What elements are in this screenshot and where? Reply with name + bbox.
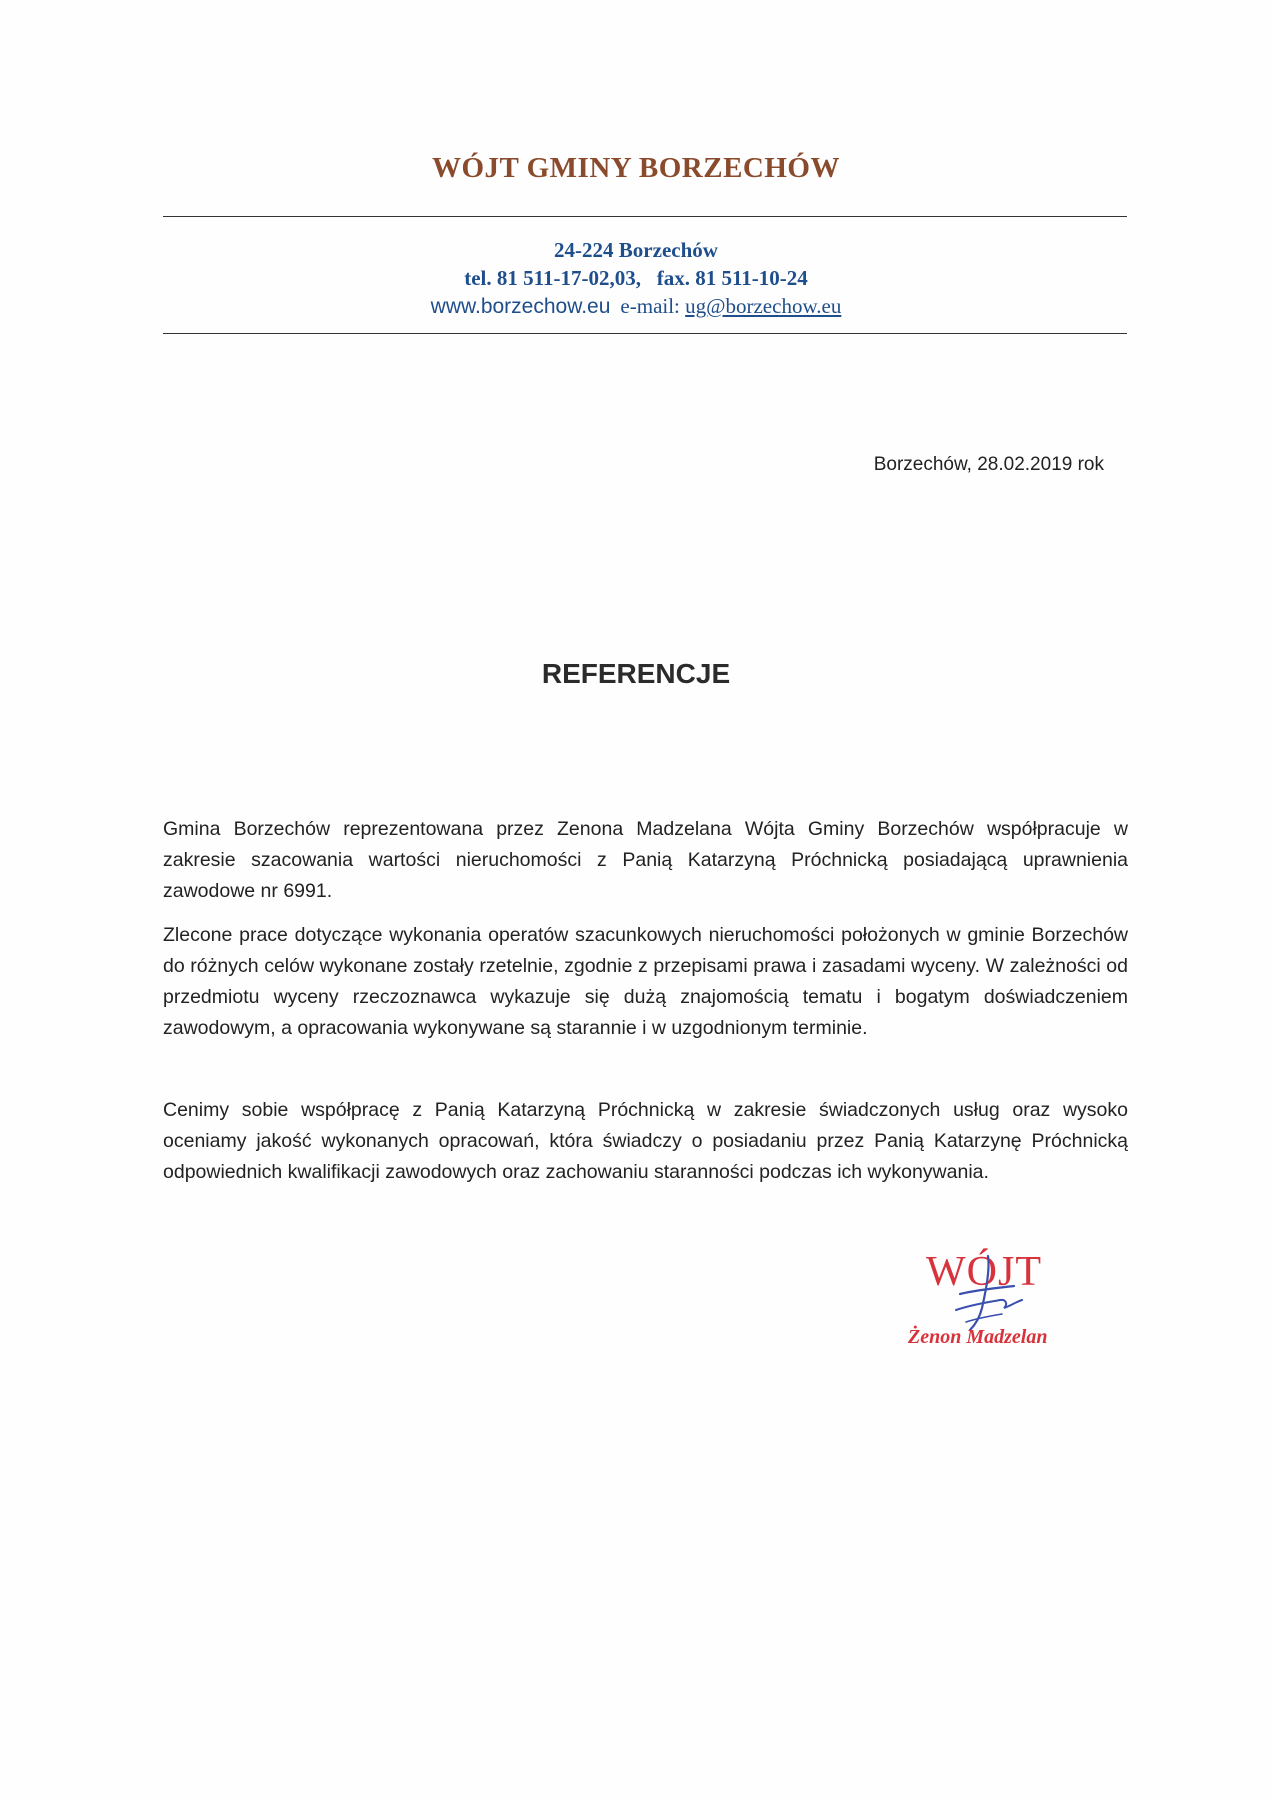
letterhead-address: 24-224 Borzechów [554,238,718,262]
email-label: e-mail: [620,294,686,318]
body-paragraph-1: Gmina Borzechów reprezentowana przez Zenona Madzelana Wójta Gminy Borzechów współpracuje w zakresie szacowania wartości nieruchomości z Panią Katarzyną Próchnicką posiadającą uprawnienia zawodowe nr 6991. [163,818,1128,902]
letterhead-top-rule [163,216,1127,217]
letterhead-phone-fax: tel. 81 511-17-02,03, fax. 81 511-10-24 [464,266,808,290]
signature-stamp [900,1248,1100,1368]
letterhead-web-line [0,294,1272,319]
stamp-name: Żenon Madzelan [908,1326,1048,1348]
stamp-title: WÓJT [926,1249,1042,1295]
letterhead-title: WÓJT GMINY BORZECHÓW [432,152,840,184]
body-paragraph-2: Zlecone prace dotyczące wykonania operatów szacunkowych nieruchomości położonych w gminie Borzechów do różnych celów wykonane zostały rzetelnie, zgodnie z przepisami prawa i zasadami wyceny. W zależności od przedmiotu wyceny rzeczoznawca wykazuje się dużą znajomością tematu i bogatym doświadczeniem zawodowym, a opracowania wykonywane są starannie i w uzgodnionym terminie. [163,924,1128,1039]
body-paragraph-3: Cenimy sobie współpracę z Panią Katarzyną Próchnicką w zakresie świadczonych usług oraz wysoko oceniamy jakość wykonanych opracowań, która świadczy o posiadaniu przez Panią Katarzynę Próchnicką odpowiednich kwalifikacji zawodowych oraz zachowaniu staranności podczas ich wykonywania. [163,1099,1128,1183]
document-title: REFERENCJE [541,658,731,689]
letterhead-bottom-rule [163,333,1127,334]
website-link[interactable]: www.borzechow.eu [430,295,611,318]
email-link[interactable]: ug@borzechow.eu [685,294,842,318]
place-date: Borzechów, 28.02.2019 rok [873,454,1104,475]
